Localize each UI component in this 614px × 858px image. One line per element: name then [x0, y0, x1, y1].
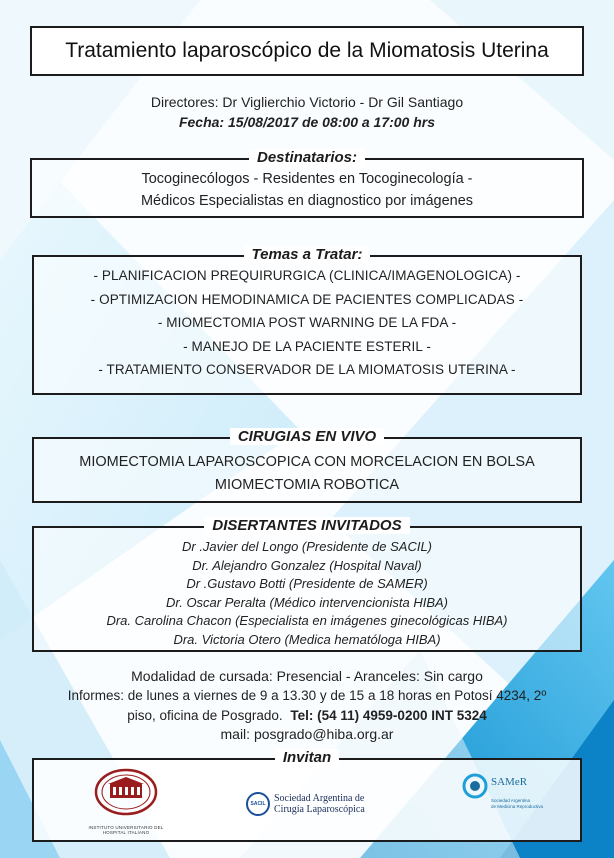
audience-heading: Destinatarios:: [249, 149, 365, 166]
modality-text: Modalidad de cursada: Presencial - Aranceles: Sin cargo: [131, 668, 483, 684]
speaker-item: Dra. Carolina Chacon (Especialista en imágenes ginecológicas HIBA): [106, 613, 508, 628]
samer-abbr: SAMeR: [491, 776, 528, 788]
topics-box: [32, 246, 582, 395]
page-title: [30, 26, 584, 76]
hospital-italiano-emblem-icon: [84, 768, 168, 820]
speaker-item: Dra. Victoria Otero (Medica hematóloga HIBA): [173, 631, 441, 647]
phone-text[interactable]: Tel: (54 11) 4959-0200 INT 5324: [290, 708, 487, 723]
topic-item: - OPTIMIZACION HEMODINAMICA DE PACIENTES COMPLICADAS -: [90, 291, 524, 307]
event-date: Fecha: 15/08/2017 de 08:00 a 17:00 hrs: [178, 114, 436, 130]
hospital-italiano-logo: [84, 768, 168, 834]
topics-heading: Temas a Tratar:: [244, 246, 371, 263]
sacil-emblem-icon: SACIL: [246, 792, 270, 816]
surgery-line: MIOMECTOMIA LAPAROSCOPICA CON MORCELACION EN BOLSA: [79, 454, 535, 470]
surgery-line: MIOMECTOMIA ROBOTICA: [214, 477, 400, 493]
sponsors-box: [32, 749, 582, 842]
directors: Directores: Dr Viglierchio Victorio - Dr Gil Santiago: [150, 94, 464, 110]
sacil-line: Sociedad Argentina de: [274, 793, 365, 804]
audience-line: Médicos Especialistas en diagnostico por imágenes: [140, 193, 474, 209]
topic-item: - MIOMECTOMIA POST WARNING DE LA FDA -: [157, 315, 457, 330]
audience-box: [30, 149, 584, 218]
samer-line: de Medicina Reproductiva: [491, 803, 544, 809]
office-text: piso, oficina de Posgrado.: [127, 708, 283, 723]
topic-item: - MANEJO DE LA PACIENTE ESTERIL -: [183, 338, 431, 354]
speakers-box: [32, 517, 582, 652]
sacil-logo: [246, 786, 396, 822]
sponsors-heading: Invitan: [275, 749, 339, 766]
sacil-text: [274, 793, 365, 815]
speaker-item: Dr. Oscar Peralta (Médico intervencionista HIBA): [165, 594, 448, 610]
topic-item: - TRATAMIENTO CONSERVADOR DE LA MIOMATOSIS UTERINA -: [98, 362, 516, 377]
topics-list: [34, 264, 580, 382]
samer-logo: [462, 772, 552, 832]
surgery-heading: CIRUGIAS EN VIVO: [230, 428, 384, 445]
speaker-item: Dr. Alejandro Gonzalez (Hospital Naval): [192, 557, 422, 573]
informes-line-2: [0, 706, 614, 726]
mail-text[interactable]: mail: posgrado@hiba.org.ar: [220, 726, 394, 742]
speakers-heading: DISERTANTES INVITADOS: [204, 517, 409, 534]
speaker-item: Dr .Javier del Longo (Presidente de SACIL): [181, 539, 432, 554]
speaker-item: Dr .Gustavo Botti (Presidente de SAMER): [186, 576, 428, 591]
speakers-list: [34, 538, 580, 649]
page-title-text: Tratamiento laparoscópico de la Miomatosis Uterina: [65, 39, 549, 62]
samer-emblem-icon: [462, 772, 488, 802]
topic-item: - PLANIFICACION PREQUIRURGICA (CLINICA/IMAGENOLOGICA) -: [93, 268, 521, 283]
samer-text: [491, 776, 543, 809]
informes-text: Informes: de lunes a viernes de 9 a 13.30 y de 15 a 18 horas en Potosí 4234, 2º: [67, 688, 547, 703]
audience-line: Tocoginecólogos - Residentes en Tocoginecología -: [141, 171, 473, 187]
surgery-box: [32, 428, 582, 503]
sacil-line: Cirugía Laparoscópica: [274, 804, 365, 815]
hospital-italiano-text: INSTITUTO UNIVERSITARIO DEL HOSPITAL ITALIANO: [88, 825, 164, 835]
samer-line: Sociedad Argentina: [491, 798, 531, 803]
